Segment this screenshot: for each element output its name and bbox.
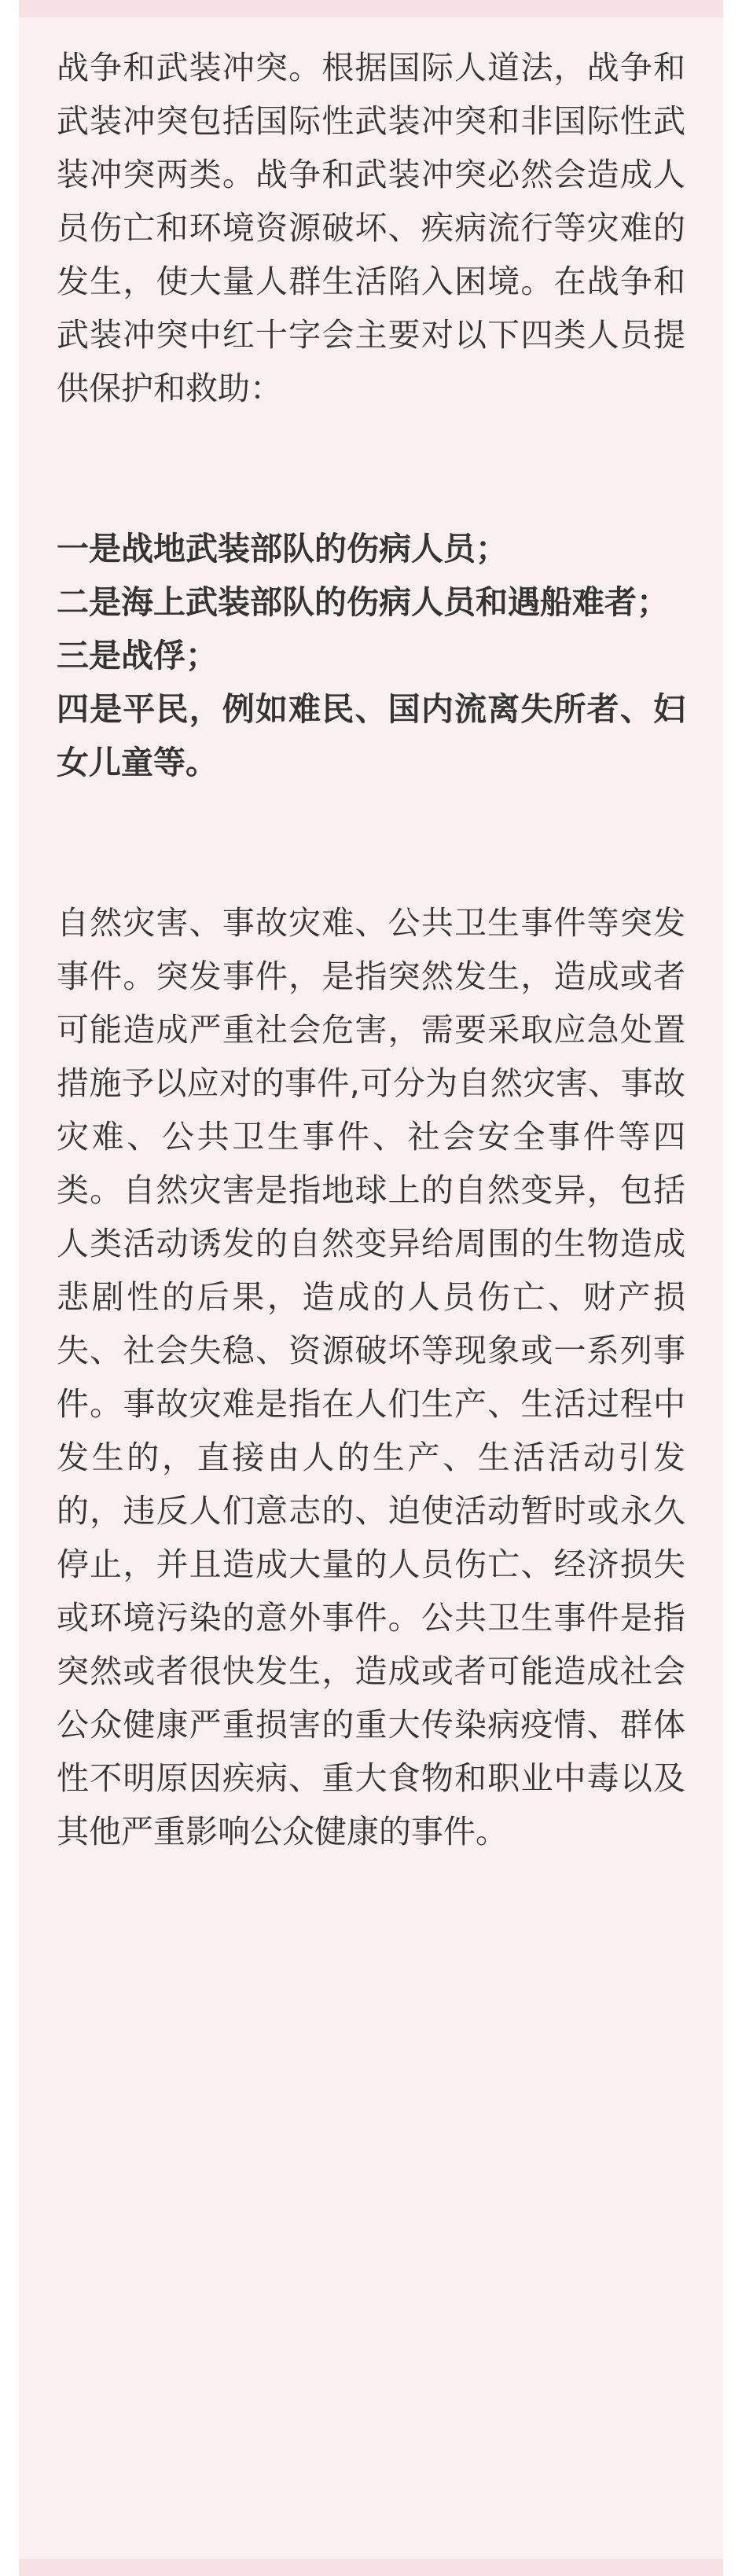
bottom-decoration-strip xyxy=(19,2559,723,2576)
paragraph-spacing xyxy=(57,789,685,896)
list-item-prisoners-of-war: 三是战俘； xyxy=(57,637,218,674)
article-body xyxy=(57,41,685,1858)
list-item-wounded-land-forces: 一是战地武装部队的伤病人员； xyxy=(57,530,508,568)
protected-groups-list xyxy=(57,522,685,789)
top-decoration-strip xyxy=(19,0,723,17)
paragraph-spacing xyxy=(57,415,685,522)
paragraph-emergencies: 自然灾害、事故灾难、公共卫生事件等突发事件。突发事件，是指突然发生，造成或者可能造成严重社会危害，需要采取应急处置措施予以应对的事件,可分为自然灾害、事故灾难、公共卫生事件、社会安全事件等四类。自然灾害是指地球上的自然变异，包括人类活动诱发的自然变异给周围的生物造成悲剧性的后果，造成的人员伤亡、财产损失、社会失稳、资源破坏等现象或一系列事件。事故灾难是指在人们生产、生活过程中发生的，直接由人的生产、生活活动引发的，违反人们意志的、迫使活动暂时或永久停止，并且造成大量的人员伤亡、经济损失或环境污染的意外事件。公共卫生事件是指突然或者很快发生，造成或者可能造成社会公众健康严重损害的重大传染病疫情、群体性不明原因疾病、重大食物和职业中毒以及其他严重影响公众健康的事件。 xyxy=(57,904,685,1850)
paragraph-war-and-armed-conflict: 战争和武装冲突。根据国际人道法，战争和武装冲突包括国际性武装冲突和非国际性武装冲突两类。战争和武装冲突必然会造成人员伤亡和环境资源破坏、疾病流行等灾难的发生，使大量人群生活陷入困境。在战争和武装冲突中红十字会主要对以下四类人员提供保护和救助： xyxy=(57,49,685,407)
list-item-civilians: 四是平民，例如难民、国内流离失所者、妇女儿童等。 xyxy=(57,690,685,781)
article-panel xyxy=(19,0,723,2576)
list-item-wounded-naval-forces: 二是海上武装部队的伤病人员和遇船难者； xyxy=(57,583,669,621)
